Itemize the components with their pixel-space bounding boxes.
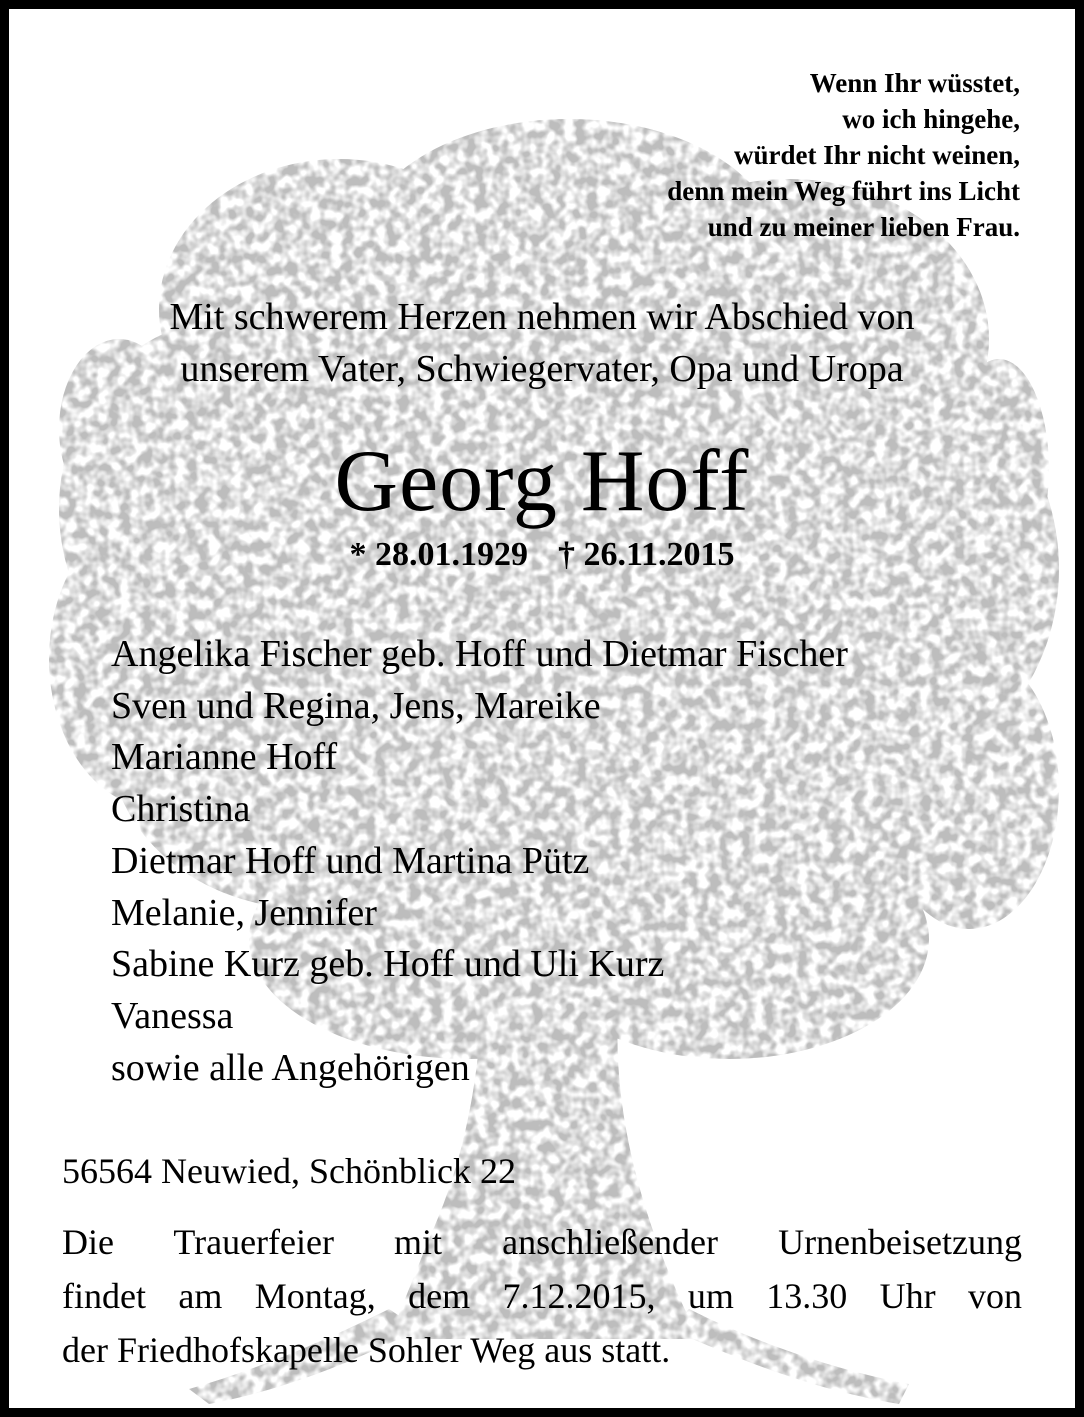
mourner-line: Christina [111,788,251,831]
quote-line: Wenn Ihr wüsstet, [809,68,1020,98]
ceremony-line: Die Trauerfeier mit anschließender Urnenbeisetzung [62,1222,1022,1262]
mourner-line: sowie alle Angehörigen [111,1046,470,1089]
death-date: † 26.11.2015 [557,536,735,573]
mourner-line: Sabine Kurz geb. Hoff und Uli Kurz [111,943,665,986]
address: 56564 Neuwied, Schönblick 22 [62,1151,516,1191]
ceremony-line: der Friedhofskapelle Sohler Weg aus statt. [62,1330,671,1370]
quote-line: würdet Ihr nicht weinen, [733,140,1020,170]
quote-line: denn mein Weg führt ins Licht [667,176,1020,206]
mourner-line: Dietmar Hoff und Martina Pütz [111,839,590,882]
farewell-quote [667,65,1020,245]
mourner-line: Sven und Regina, Jens, Mareike [111,684,601,727]
ceremony-info [62,1215,1022,1377]
mourner-line: Vanessa [111,994,234,1037]
mourner-line: Melanie, Jennifer [111,891,377,934]
birth-date: * 28.01.1929 [349,536,528,573]
ceremony-line: findet am Montag, dem 7.12.2015, um 13.30 Uhr von [62,1276,1022,1316]
mourner-line: Marianne Hoff [111,736,338,779]
intro-line: Mit schwerem Herzen nehmen wir Abschied von [169,296,915,338]
intro-text [9,291,1075,395]
mourner-line: Angelika Fischer geb. Hoff und Dietmar Fischer [111,633,848,675]
mourners-list [111,629,848,1094]
quote-line: und zu meiner lieben Frau. [707,212,1020,242]
life-dates [9,533,1075,577]
deceased-name: Georg Hoff [334,433,750,530]
quote-line: wo ich hingehe, [842,104,1020,134]
intro-line: unserem Vater, Schwiegervater, Opa und Uropa [180,348,904,390]
